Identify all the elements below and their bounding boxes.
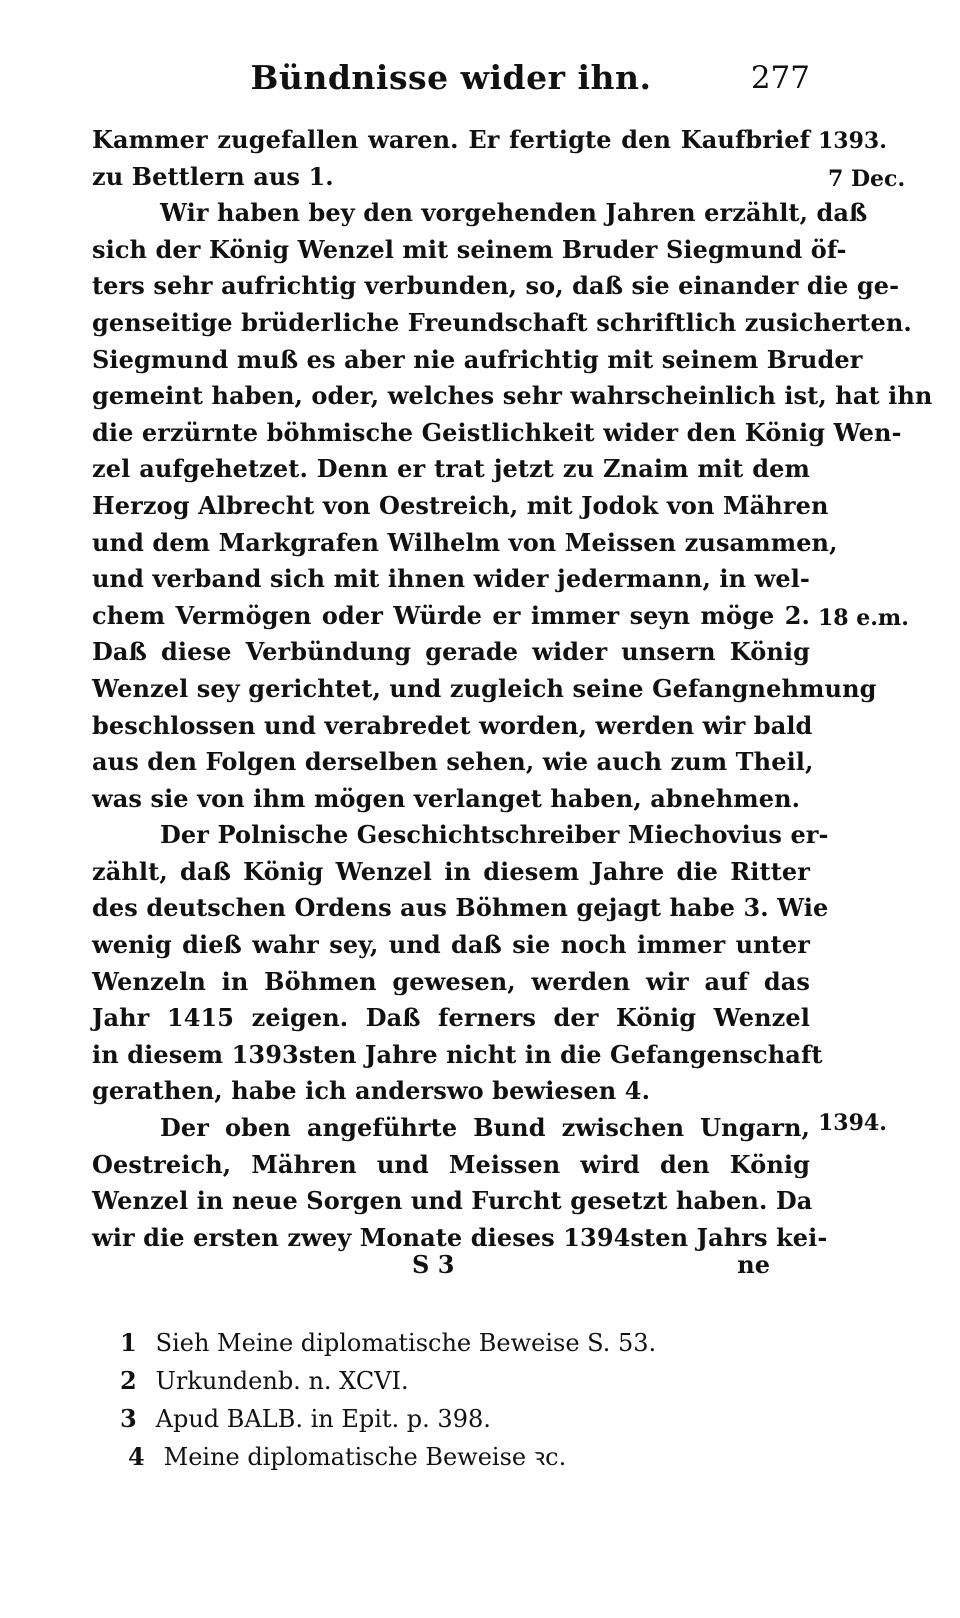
text-line: und verband sich mit ihnen wider jedermann, in wel-	[92, 564, 810, 594]
text-line: wir die ersten zwey Monate dieses 1394sten Jahrs kei-	[92, 1222, 828, 1252]
text-line: zel aufgehetzet. Denn er trat jetzt zu Znaim mit dem	[92, 454, 810, 484]
text-line: genseitige brüderliche Freundschaft schriftlich zusicherten.	[92, 307, 912, 337]
running-title: Bündnisse wider ihn.	[250, 58, 652, 97]
text-line: gerathen, habe ich anderswo bewiesen 4.	[92, 1076, 651, 1106]
text-line: Daß diese Verbündung gerade wider unsern König	[92, 637, 810, 667]
footnote-number: 4	[128, 1442, 145, 1471]
footnote	[120, 1362, 760, 1400]
footnote	[120, 1324, 760, 1362]
page-header	[92, 58, 810, 102]
text-line: Wenzel sey gerichtet, und zugleich seine Gefangnehmung	[92, 673, 877, 703]
text-line: Jahr 1415 zeigen. Daß ferners der König Wenzel	[92, 1003, 810, 1033]
signature-mark: S 3	[412, 1250, 455, 1279]
text-line: aus den Folgen derselben sehen, wie auch zum Theil,	[92, 747, 814, 777]
text-line: und dem Markgrafen Wilhelm von Meissen zusammen,	[92, 527, 838, 557]
margin-year-1393: 1393.	[818, 128, 887, 154]
text-line: Der oben angeführte Bund zwischen Ungarn,	[160, 1113, 810, 1143]
footnote-text: Sieh Meine diplomatische Beweise S. 53.	[155, 1329, 657, 1357]
footnote	[120, 1400, 760, 1438]
text-line: Der Polnische Geschichtschreiber Miechovius er-	[160, 820, 829, 850]
text-line: zählt, daß König Wenzel in diesem Jahre die Ritter	[92, 856, 810, 886]
footnote-text: Meine diplomatische Beweise ꝛc.	[163, 1443, 567, 1471]
footnote-text: Urkundenb. n. XCVI.	[155, 1367, 409, 1395]
text-line: Kammer zugefallen waren. Er fertigte den Kaufbrief	[92, 125, 810, 154]
text-line: wenig dieß wahr sey, und daß sie noch immer unter	[92, 930, 810, 960]
text-line: Oestreich, Mähren und Meissen wird den König	[92, 1149, 810, 1179]
text-line: zu Bettlern aus 1.	[92, 161, 334, 191]
footnotes	[120, 1324, 760, 1476]
text-line: Wir haben bey den vorgehenden Jahren erzählt, daß	[160, 198, 868, 228]
text-line: ters sehr aufrichtig verbunden, so, daß sie einander die ge-	[92, 271, 900, 301]
text-line: des deutschen Ordens aus Böhmen gejagt habe 3. Wie	[92, 893, 829, 923]
margin-date-dec: 7 Dec.	[828, 166, 906, 192]
footnote-number: 3	[120, 1404, 137, 1433]
margin-date-18: 18 e.m.	[818, 605, 909, 631]
text-line: sich der König Wenzel mit seinem Bruder Siegmund öf-	[92, 234, 847, 264]
text-line: beschlossen und verabredet worden, werden wir bald	[92, 710, 813, 740]
text-line: was sie von ihm mögen verlanget haben, abnehmen.	[92, 783, 801, 813]
text-line: die erzürnte böhmische Geistlichkeit wider den König Wen-	[92, 417, 902, 447]
text-line: Herzog Albrecht von Oestreich, mit Jodok von Mähren	[92, 490, 829, 520]
text-line: Wenzel in neue Sorgen und Furcht gesetzt haben. Da	[92, 1186, 813, 1216]
text-line: Wenzeln in Böhmen gewesen, werden wir auf das	[92, 966, 810, 996]
text-line: in diesem 1393sten Jahre nicht in die Gefangenschaft	[92, 1039, 823, 1069]
footnote-number: 2	[120, 1366, 137, 1395]
page-number: 277	[750, 60, 810, 96]
footnote-number: 1	[120, 1328, 137, 1357]
footnote-text: Apud BALB. in Epit. p. 398.	[155, 1405, 491, 1433]
text-line: gemeint haben, oder, welches sehr wahrscheinlich ist, hat ihn	[92, 381, 933, 411]
margin-year-1394: 1394.	[818, 1110, 887, 1136]
text-line: Siegmund muß es aber nie aufrichtig mit seinem Bruder	[92, 344, 863, 374]
page-catchwords	[92, 1250, 810, 1286]
catchword: ne	[737, 1250, 770, 1279]
footnote	[120, 1438, 760, 1476]
text-line: chem Vermögen oder Würde er immer seyn möge 2.	[92, 600, 810, 630]
